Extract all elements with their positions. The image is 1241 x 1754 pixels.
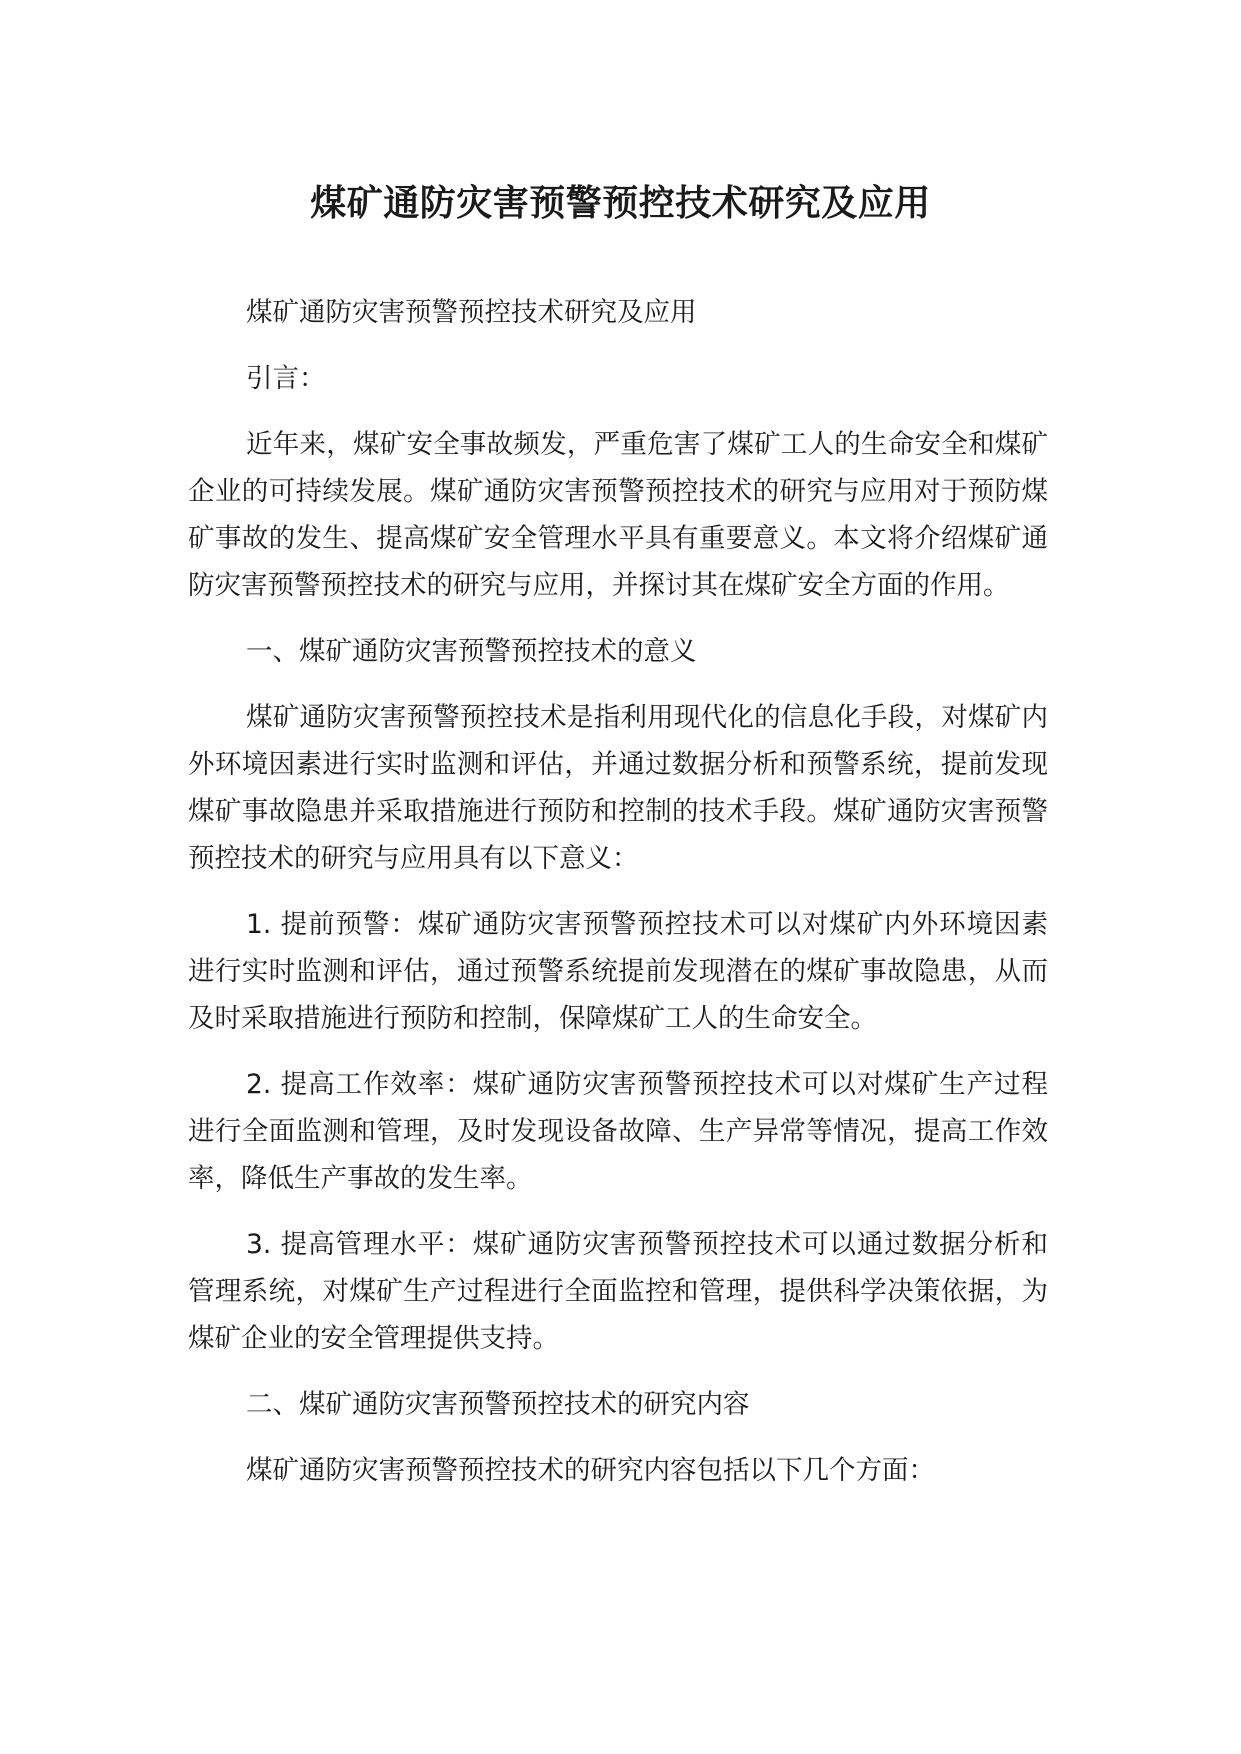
paragraph-intro-heading: 引言： [246, 363, 326, 394]
document-body [188, 289, 1048, 1513]
document-title: 煤矿通防灾害预警预控技术研究及应用 [310, 183, 931, 224]
section-heading-2: 二、煤矿通防灾害预警预控技术的研究内容 [246, 1389, 750, 1420]
list-item-3: 3. 提高管理水平：煤矿通防灾害预警预控技术可以通过数据分析和管理系统，对煤矿生产过程进行全面监控和管理，提供科学决策依据，为煤矿企业的安全管理提供支持。 [188, 1229, 1048, 1354]
paragraph-significance: 煤矿通防灾害预警预控技术是指利用现代化的信息化手段，对煤矿内外环境因素进行实时监测和评估，并通过数据分析和预警系统，提前发现煤矿事故隐患并采取措施进行预防和控制的技术手段。煤矿通防灾害预警预控技术的研究与应用具有以下意义： [188, 702, 1048, 874]
paragraph-research-content: 煤矿通防灾害预警预控技术的研究内容包括以下几个方面： [246, 1455, 935, 1486]
paragraph-subtitle: 煤矿通防灾害预警预控技术研究及应用 [246, 297, 697, 328]
section-heading-1: 一、煤矿通防灾害预警预控技术的意义 [246, 636, 697, 667]
list-item-2: 2. 提高工作效率：煤矿通防灾害预警预控技术可以对煤矿生产过程进行全面监测和管理，及时发现设备故障、生产异常等情况，提高工作效率，降低生产事故的发生率。 [188, 1069, 1048, 1194]
paragraph-intro: 近年来，煤矿安全事故频发，严重危害了煤矿工人的生命安全和煤矿企业的可持续发展。煤矿通防灾害预警预控技术的研究与应用对于预防煤矿事故的发生、提高煤矿安全管理水平具有重要意义。本文将介绍煤矿通防灾害预警预控技术的研究与应用，并探讨其在煤矿安全方面的作用。 [188, 429, 1048, 601]
list-item-1: 1. 提前预警：煤矿通防灾害预警预控技术可以对煤矿内外环境因素进行实时监测和评估，通过预警系统提前发现潜在的煤矿事故隐患，从而及时采取措施进行预防和控制，保障煤矿工人的生命安全。 [188, 909, 1048, 1034]
